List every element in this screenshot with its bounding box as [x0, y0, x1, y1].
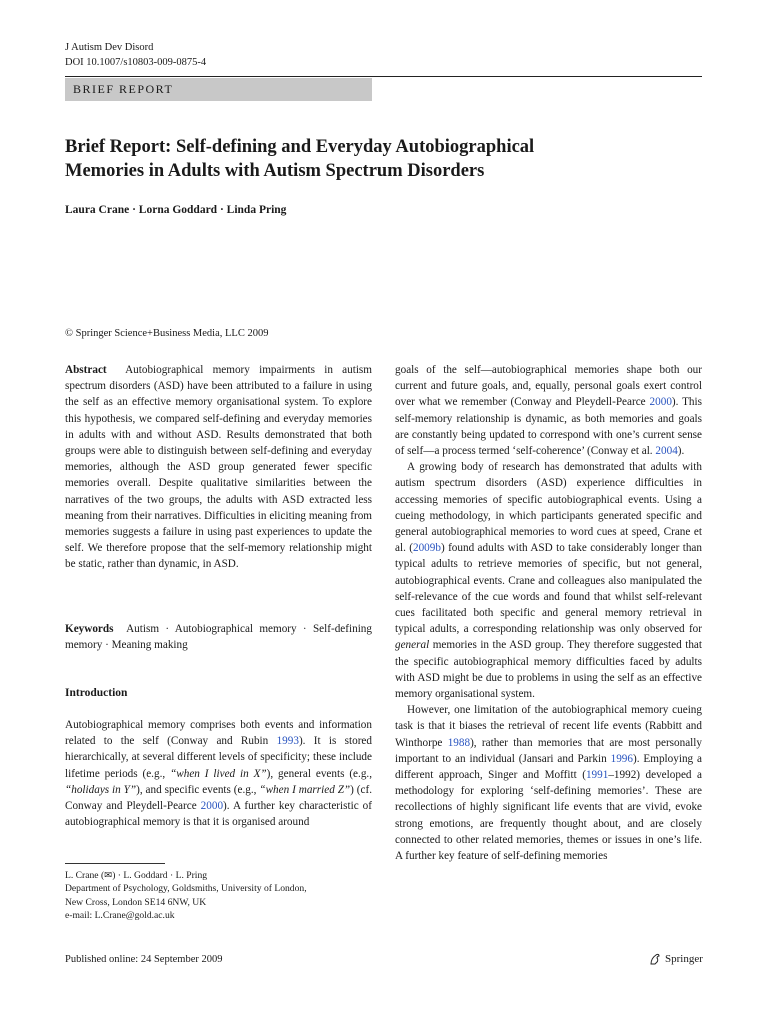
citation-link[interactable]: 1988 [447, 736, 471, 749]
section-label: BRIEF REPORT [73, 82, 174, 96]
right-paragraph-3 [395, 702, 702, 864]
published-date: Published online: 24 September 2009 [65, 954, 223, 965]
header-rule [65, 76, 702, 77]
body-text: –1992) developed a methodology for exploring ‘self-defining memories’. These are recollections of highly significant life events that are vivid, evoke strong emotions, are frequently thought about, and are closely connected to other related memories, themes or issues in one’s life. A further key feature of self-defining memories [395, 769, 702, 863]
body-text: ). Employing a different approach, Singer and Moffitt ( [395, 752, 702, 782]
authors: Laura Crane · Lorna Goddard · Linda Pring [65, 204, 287, 216]
right-column [395, 362, 702, 864]
body-text: ) found adults with ASD to take considerably longer than typical adults to retrieve memories of specific, but not general, autobiographical events. Crane and colleagues also manipulated the self-relevance of the cue words and found that whilst self-relevant cues facilitated both specific and general memory retrieval in typical adults, a corresponding relationship was only observed for [395, 542, 702, 636]
intro-quote: “when I lived in X” [170, 767, 267, 780]
citation-link[interactable]: 1993 [276, 735, 299, 748]
keywords [65, 621, 372, 653]
intro-quote: “holidays in Y” [65, 783, 137, 796]
journal-header [65, 40, 206, 70]
intro-text: ), general events (e.g., [266, 767, 373, 780]
publisher-name: Springer [665, 953, 703, 965]
intro-text: Autobiographical memory comprises both events and information related to the self (Conway and Rubin [65, 719, 372, 748]
citation-link[interactable]: 2009b [412, 542, 441, 555]
citation-link[interactable]: 1996 [610, 752, 633, 765]
body-text: ). [677, 445, 685, 458]
footnote-email: e-mail: L.Crane@gold.ac.uk [65, 909, 175, 921]
body-text: memories in the ASD group. They therefore suggested that the specific autobiographical memory difficulties faced by adults with ASD might be due to problems in using the self as an effective memory organisational system. [395, 639, 702, 701]
article-title [65, 135, 705, 183]
right-paragraph-2 [395, 459, 702, 702]
introduction-heading: Introduction [65, 687, 128, 699]
body-text: ), rather than memories that are most personally important to an individual (Jansari and Parkin [395, 736, 702, 765]
citation-link[interactable]: 2004 [655, 445, 678, 458]
footnote-department: Department of Psychology, Goldsmiths, University of London, [65, 883, 307, 895]
copyright: © Springer Science+Business Media, LLC 2009 [65, 328, 269, 339]
citation-link[interactable]: 2000 [200, 800, 224, 813]
abstract-text: Autobiographical memory impairments in autism spectrum disorders (ASD) have been attributed to a failure in using the self as an effective memory organisational system. To explore this hypothesis, we compared self-defining and everyday memories in adults with and without ASD. Results demonstrated that both groups were able to distinguish between self-defining and everyday memories, although the ASD group generated fewer specific memories overall. Despite qualitative similarities between the narratives of the two groups, the adults with ASD extracted less meaning from their narratives. Difficulties in eliciting meaning from memories suggests a failure in using past experiences to update the self. We therefore propose that the self-memory relationship might be static, rather than dynamic, in ASD. [65, 364, 372, 571]
intro-quote: “when I married Z” [259, 783, 351, 796]
section-label-box [65, 78, 372, 101]
abstract [65, 362, 372, 573]
intro-text: ). A further key characteristic of autobiographical memory is that it is organised around [65, 800, 372, 829]
body-text: However, one limitation of the autobiographical memory cueing task is that it biases the retrieval of recent life events (Rabbitt and Winthorpe [395, 704, 702, 749]
doi: DOI 10.1007/s10803-009-0875-4 [65, 57, 207, 68]
intro-text: ), and specific events (e.g., [136, 783, 260, 796]
footnote-rule [65, 863, 165, 864]
citation-link[interactable]: 2000 [649, 396, 672, 409]
author-footnote [65, 869, 307, 922]
title-line-1: Brief Report: Self-defining and Everyday Autobiographical [65, 137, 535, 157]
right-paragraph-1 [395, 362, 702, 459]
citation-link[interactable]: 1991 [585, 769, 609, 782]
journal-name: J Autism Dev Disord [65, 42, 154, 53]
body-text: ). This self-memory relationship is dynamic, as both memories and goals are constantly being updated to correspond with one’s current sense of self—a process termed ‘self-coherence’ (Conway et al. [395, 396, 702, 458]
springer-horse-icon [648, 952, 662, 966]
emphasis: general [395, 639, 430, 652]
abstract-label: Abstract [65, 364, 107, 376]
footnote-authors: L. Crane (✉) · L. Goddard · L. Pring [65, 870, 208, 881]
body-text: goals of the self—autobiographical memories shape both our current and future goals, and, equally, personal goals exert control over what we remember (Conway and Pleydell-Pearce [395, 364, 702, 409]
intro-text: ) (cf. Conway and Pleydell-Pearce [65, 783, 373, 813]
publisher-mark [648, 952, 703, 966]
keywords-text: Autism · Autobiographical memory · Self-defining memory · Meaning making [65, 623, 372, 652]
title-line-2: Memories in Adults with Autism Spectrum Disorders [65, 161, 485, 181]
introduction-paragraph [65, 717, 372, 830]
keywords-label: Keywords [65, 623, 114, 635]
intro-text: ). It is stored hierarchically, at several different levels of specificity; these include lifetime periods (e.g., [65, 735, 372, 780]
body-text: A growing body of research has demonstrated that adults with autism spectrum disorders (ASD) experience difficulties in accessing memories of specific autobiographical events. Using a cueing methodology, in which participants generated specific and general autobiographical memories to word cues at speed, Crane et al. ( [395, 461, 702, 555]
footnote-address: New Cross, London SE14 6NW, UK [65, 896, 207, 908]
